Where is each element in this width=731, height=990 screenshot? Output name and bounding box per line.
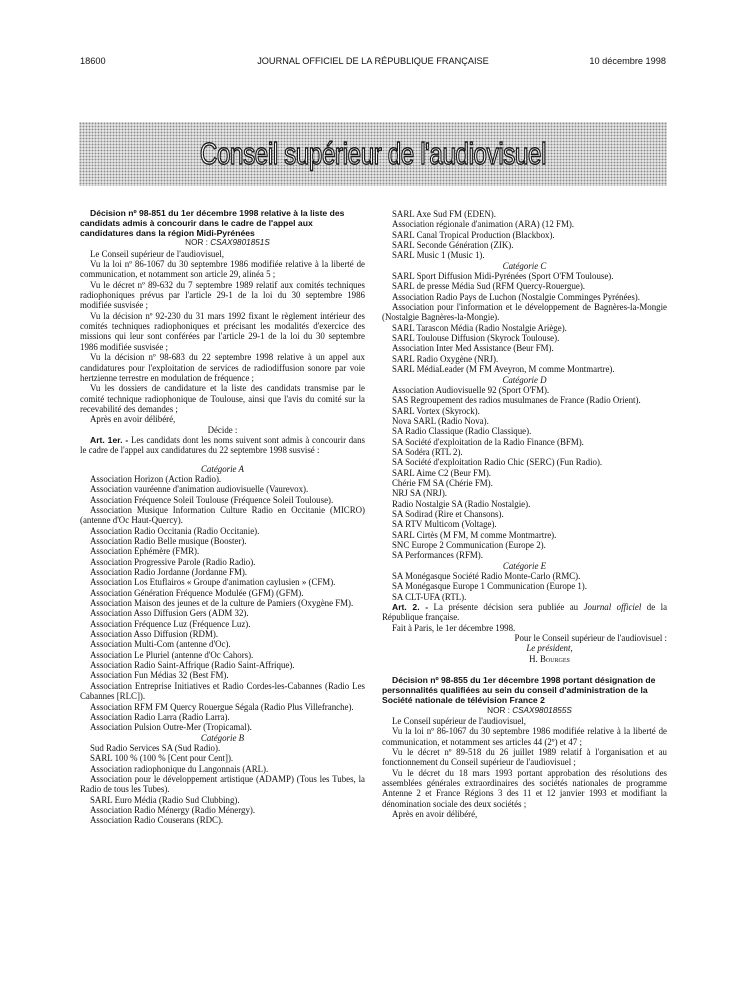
- page-header: [80, 56, 666, 70]
- list-item: Association Musique Information Culture Radio en Occitanie (MICRO) (antenne d'Oc Haut-Quercy).: [80, 504, 365, 526]
- list-item: Sud Radio Services SA (Sud Radio).: [90, 742, 221, 753]
- page-number: 18600: [80, 56, 106, 66]
- list-item: Association Multi-Com (antenne d'Oc).: [90, 639, 231, 650]
- signature-role: [382, 643, 667, 653]
- list-item: Association pour le développement artistique (ADAMP) (Tous les Tubes, la Radio de tous les Tubes).: [80, 773, 365, 795]
- decision-2-nor: [382, 706, 667, 716]
- list-item: SA Monégasque Europe 1 Communication (Europe 1).: [392, 581, 587, 592]
- list-item: NRJ SA (NRJ).: [392, 488, 447, 499]
- list-item: Association Progressive Parole (Radio Radio).: [90, 556, 256, 567]
- preamble-line: Vu la décision nº 92-230 du 31 mars 1992 fixant le règlement intérieur des comités techniques radiophoniques et précisant les modalités d'exercice des missions qui leur sont conférées par l'article 29-1 de la loi du 30 septembre 1986 modifiée susvisée ;: [80, 310, 365, 352]
- article-2: [382, 602, 667, 623]
- signature-name: H. Bourges: [529, 653, 570, 664]
- list-item: Association Pulsion Outre-Mer (Tropicamal).: [90, 722, 252, 733]
- preamble-line: Le Conseil supérieur de l'audiovisuel,: [392, 715, 526, 726]
- list-item: SARL Seconde Génération (ZIK).: [392, 240, 514, 251]
- list-item: SARL de presse Média Sud (RFM Quercy-Rouergue).: [392, 281, 586, 292]
- preamble-line: Après en avoir délibéré,: [392, 808, 478, 819]
- journal-title: JOURNAL OFFICIEL DE LA RÉPUBLIQUE FRANÇAISE: [257, 56, 489, 66]
- category-heading: Catégorie B: [200, 732, 245, 743]
- preamble-line: Vu la décision nº 98-683 du 22 septembre 1998 relative à un appel aux candidatures pour l'exploitation de services de radiodiffusion sonore par voie hertzienne terrestre en modulation de fréquence ;: [80, 352, 365, 383]
- article-2-text-end: de la République française.: [382, 602, 668, 623]
- list-item: Chérie FM SA (Chérie FM).: [392, 477, 493, 488]
- list-item: SARL MédiaLeader (M FM Aveyron, M comme Montmartre).: [392, 364, 615, 375]
- list-item: Association Le Pluriel (antenne d'Oc Cahors).: [90, 649, 254, 660]
- nor-code: CSAX9801855S: [512, 705, 572, 715]
- done-at: Fait à Paris, le 1er décembre 1998.: [392, 622, 516, 633]
- category-heading: Catégorie C: [502, 260, 547, 271]
- article-2-text: La présente décision sera publiée au: [433, 602, 579, 613]
- preamble-line: Vu le décret nº 89-518 du 26 juillet 1989 relatif à l'organisation et au fonctionnement du Conseil supérieur de l'audiovisuel ;: [382, 746, 667, 768]
- list-item: Association Fun Médias 32 (Best FM).: [90, 670, 229, 681]
- list-item: Association Génération Fréquence Modulée (GFM) (GFM).: [90, 587, 304, 598]
- list-item: SA Radio Classique (Radio Classique).: [392, 426, 532, 437]
- list-item: SA Sodirad (Rire et Chansons).: [392, 508, 504, 519]
- decision-1-preamble: [80, 249, 365, 425]
- list-item: Association Fréquence Luz (Fréquence Luz).: [90, 618, 251, 629]
- list-item: Association Radio Jordanne (Jordanne FM).: [90, 567, 248, 578]
- list-item: Association Radio Ménergy (Radio Ménergy).: [90, 804, 256, 815]
- list-item: SA Performances (RFM).: [392, 550, 483, 561]
- list-item: Association RFM FM Quercy Rouergue Ségala (Radio Plus Villefranche).: [90, 701, 354, 712]
- list-item: SARL Toulouse Diffusion (Skyrock Toulouse).: [392, 333, 560, 344]
- list-item: Association régionale d'animation (ARA) (12 FM).: [392, 219, 575, 230]
- right-column: [382, 209, 667, 819]
- category-heading: Catégorie D: [502, 374, 547, 385]
- list-item: SAS Regroupement des radios musulmanes de France (Radio Orient).: [392, 395, 641, 406]
- list-item: SARL Radio Oxygène (NRJ).: [392, 353, 499, 364]
- list-item: SARL Canal Tropical Production (Blackbox).: [392, 229, 555, 240]
- list-item: Association Asso Diffusion (RDM).: [90, 629, 219, 640]
- preamble-line: Après en avoir délibéré,: [90, 414, 176, 425]
- list-item: SARL Tarascon Média (Radio Nostalgie Ariège).: [392, 322, 567, 333]
- article-1: [80, 435, 365, 456]
- category-heading: Catégorie A: [201, 463, 244, 474]
- decision-1-nor: [80, 238, 365, 248]
- category-b-list-left: [80, 743, 365, 826]
- list-item: Association vauréenne d'animation audiovisuelle (Vaurevox).: [90, 484, 309, 495]
- nor-code: CSAX9801851S: [210, 238, 270, 248]
- article-2-journal: Journal officiel: [583, 602, 642, 613]
- list-item: SARL Euro Média (Radio Sud Clubbing).: [90, 794, 240, 805]
- list-item: Association Fréquence Soleil Toulouse (Fréquence Soleil Toulouse).: [90, 494, 334, 505]
- list-item: Association Radio Belle musique (Booster).: [90, 536, 247, 547]
- list-item: Association radiophonique du Langonnais (ARL).: [90, 763, 269, 774]
- list-item: Association Asso Diffusion Gers (ADM 32).: [90, 608, 249, 619]
- nor-label: NOR :: [487, 705, 510, 715]
- list-item: Association Radio Larra (Radio Larra).: [90, 711, 230, 722]
- list-item: SA Société d'exploitation Radio Chic (SERC) (Fun Radio).: [392, 457, 603, 468]
- list-item: Nova SARL (Radio Nova).: [392, 415, 489, 426]
- list-item: Association Radio Saint-Affrique (Radio Saint-Affrique).: [90, 660, 295, 671]
- list-item: SA Sodéra (RTL 2).: [392, 446, 463, 457]
- list-item: Association Entreprise Initiatives et Radio Cordes-les-Cabannes (Radio Les Cabannes [RLC]).: [80, 680, 365, 702]
- category-c: [382, 261, 667, 375]
- list-item: Association Radio Occitania (Radio Occitanie).: [90, 525, 260, 536]
- nor-label: NOR :: [185, 238, 208, 248]
- list-item: SA CLT-UFA (RTL).: [392, 591, 467, 602]
- signature-for: Pour le Conseil supérieur de l'audiovisuel :: [514, 633, 667, 644]
- preamble-line: Vu la loi nº 86-1067 du 30 septembre 1986 modifiée relative à la liberté de communication, et notamment son article 29, alinéa 5 ;: [80, 259, 365, 280]
- decision-1-title: Décision nº 98-851 du 1er décembre 1998 relative à la liste des candidats admis à concourir dans le cadre de l'appel aux candidatures dans la région Midi-Pyrénées: [80, 208, 345, 238]
- banner-title: Conseil supérieur de l'audiovisuel: [199, 136, 547, 171]
- category-a-list: [80, 474, 365, 733]
- category-a: [80, 464, 365, 733]
- list-item: Association Radio Pays de Luchon (Nostalgie Comminges Pyrénées).: [392, 291, 640, 302]
- article-1-heading: Art. 1er. -: [90, 434, 129, 445]
- list-item: SARL Vortex (Skyrock).: [392, 405, 480, 416]
- category-d: [382, 375, 667, 561]
- category-e: [382, 561, 667, 602]
- preamble-line: Vu le décret nº 89-632 du 7 septembre 1989 relatif aux comités techniques radiophoniques prévus par l'article 29-1 de la loi du 30 septembre 1986 modifiée susvisée ;: [80, 279, 365, 311]
- preamble-line: Vu les dossiers de candidature et la liste des candidats transmise par le comité technique radiophonique de Toulouse, ainsi que l'avis du comité sur la recevabilité des demandes ;: [80, 383, 365, 414]
- decision-2-title: Décision nº 98-855 du 1er décembre 1998 portant désignation de personnalités qualifiées au sein du conseil d'administration de la Société nationale de télévision France 2: [382, 675, 656, 705]
- list-item: Association Horizon (Action Radio).: [90, 473, 222, 484]
- article-2-heading: Art. 2. -: [392, 602, 429, 613]
- list-item: Association Audiovisuelle 92 (Sport O'FM).: [392, 384, 550, 395]
- issue-date: 10 décembre 1998: [589, 56, 666, 66]
- preamble-line: Vu la loi nº 86-1067 du 30 septembre 1986 modifiée relative à la liberté de communication, et notamment ses articles 44 (2º) et 47 ;: [382, 726, 667, 747]
- list-item: SARL 100 % (100 % [Cent pour Cent]).: [90, 753, 234, 764]
- list-item: SARL Aime C2 (Beur FM).: [392, 467, 492, 478]
- category-c-list: [382, 271, 667, 374]
- list-item: Radio Nostalgie SA (Radio Nostalgie).: [392, 498, 531, 509]
- left-column: [80, 209, 365, 826]
- preamble-line: Vu le décret du 18 mars 1993 portant approbation des résolutions des assemblées générales extraordinaires des sociétés nationales de programme Antenne 2 et France Régions 3 des 11 et 12 janvier 1993 et modifiant la dénomination sociale des deux sociétés ;: [382, 767, 667, 809]
- list-item: SA RTV Multicom (Voltage).: [392, 519, 497, 530]
- preamble-line: Le Conseil supérieur de l'audiovisuel,: [90, 248, 224, 259]
- list-item: Association Maison des jeunes et de la culture de Pamiers (Oxygène FM).: [90, 598, 354, 609]
- category-b: [80, 733, 365, 826]
- list-item: SARL Music 1 (Music 1).: [392, 250, 485, 261]
- list-item: Association Ephémère (FMR).: [90, 546, 200, 557]
- list-item: Association Inter Med Assistance (Beur FM).: [392, 343, 554, 354]
- list-item: SARL Sport Diffusion Midi-Pyrénées (Sport O'FM Toulouse).: [392, 271, 614, 282]
- decide-label: Décide :: [207, 424, 238, 435]
- category-b-list-right: [382, 209, 667, 261]
- list-item: SNC Europe 2 Communication (Europe 2).: [392, 540, 546, 550]
- section-banner: [79, 122, 667, 186]
- list-item: SARL Cirtès (M FM, M comme Montmartre).: [392, 529, 557, 540]
- list-item: SARL Axe Sud FM (EDEN).: [392, 209, 496, 219]
- list-item: Association Radio Couserans (RDC).: [90, 815, 224, 826]
- list-item: SA Monégasque Société Radio Monte-Carlo (RMC).: [392, 571, 581, 582]
- category-d-list: [382, 385, 667, 561]
- list-item: SA Société d'exploitation de la Radio Finance (BFM).: [392, 436, 584, 447]
- list-item: Association pour l'information et le développement de Bagnères-la-Mongie (Nostalgie Bagnères-la-Mongie).: [382, 302, 667, 323]
- decision-2-preamble: [382, 716, 667, 819]
- list-item: Association Los Etuflairos « Groupe d'animation caylusien » (CFM).: [90, 577, 336, 588]
- category-e-list: [382, 571, 667, 602]
- article-1-text: Les candidats dont les noms suivent sont admis à concourir dans le cadre de l'appel aux candidatures du 22 septembre 1998 susvisé :: [80, 434, 365, 456]
- category-heading: Catégorie E: [502, 560, 547, 571]
- signature-role-text: Le président,: [526, 643, 573, 654]
